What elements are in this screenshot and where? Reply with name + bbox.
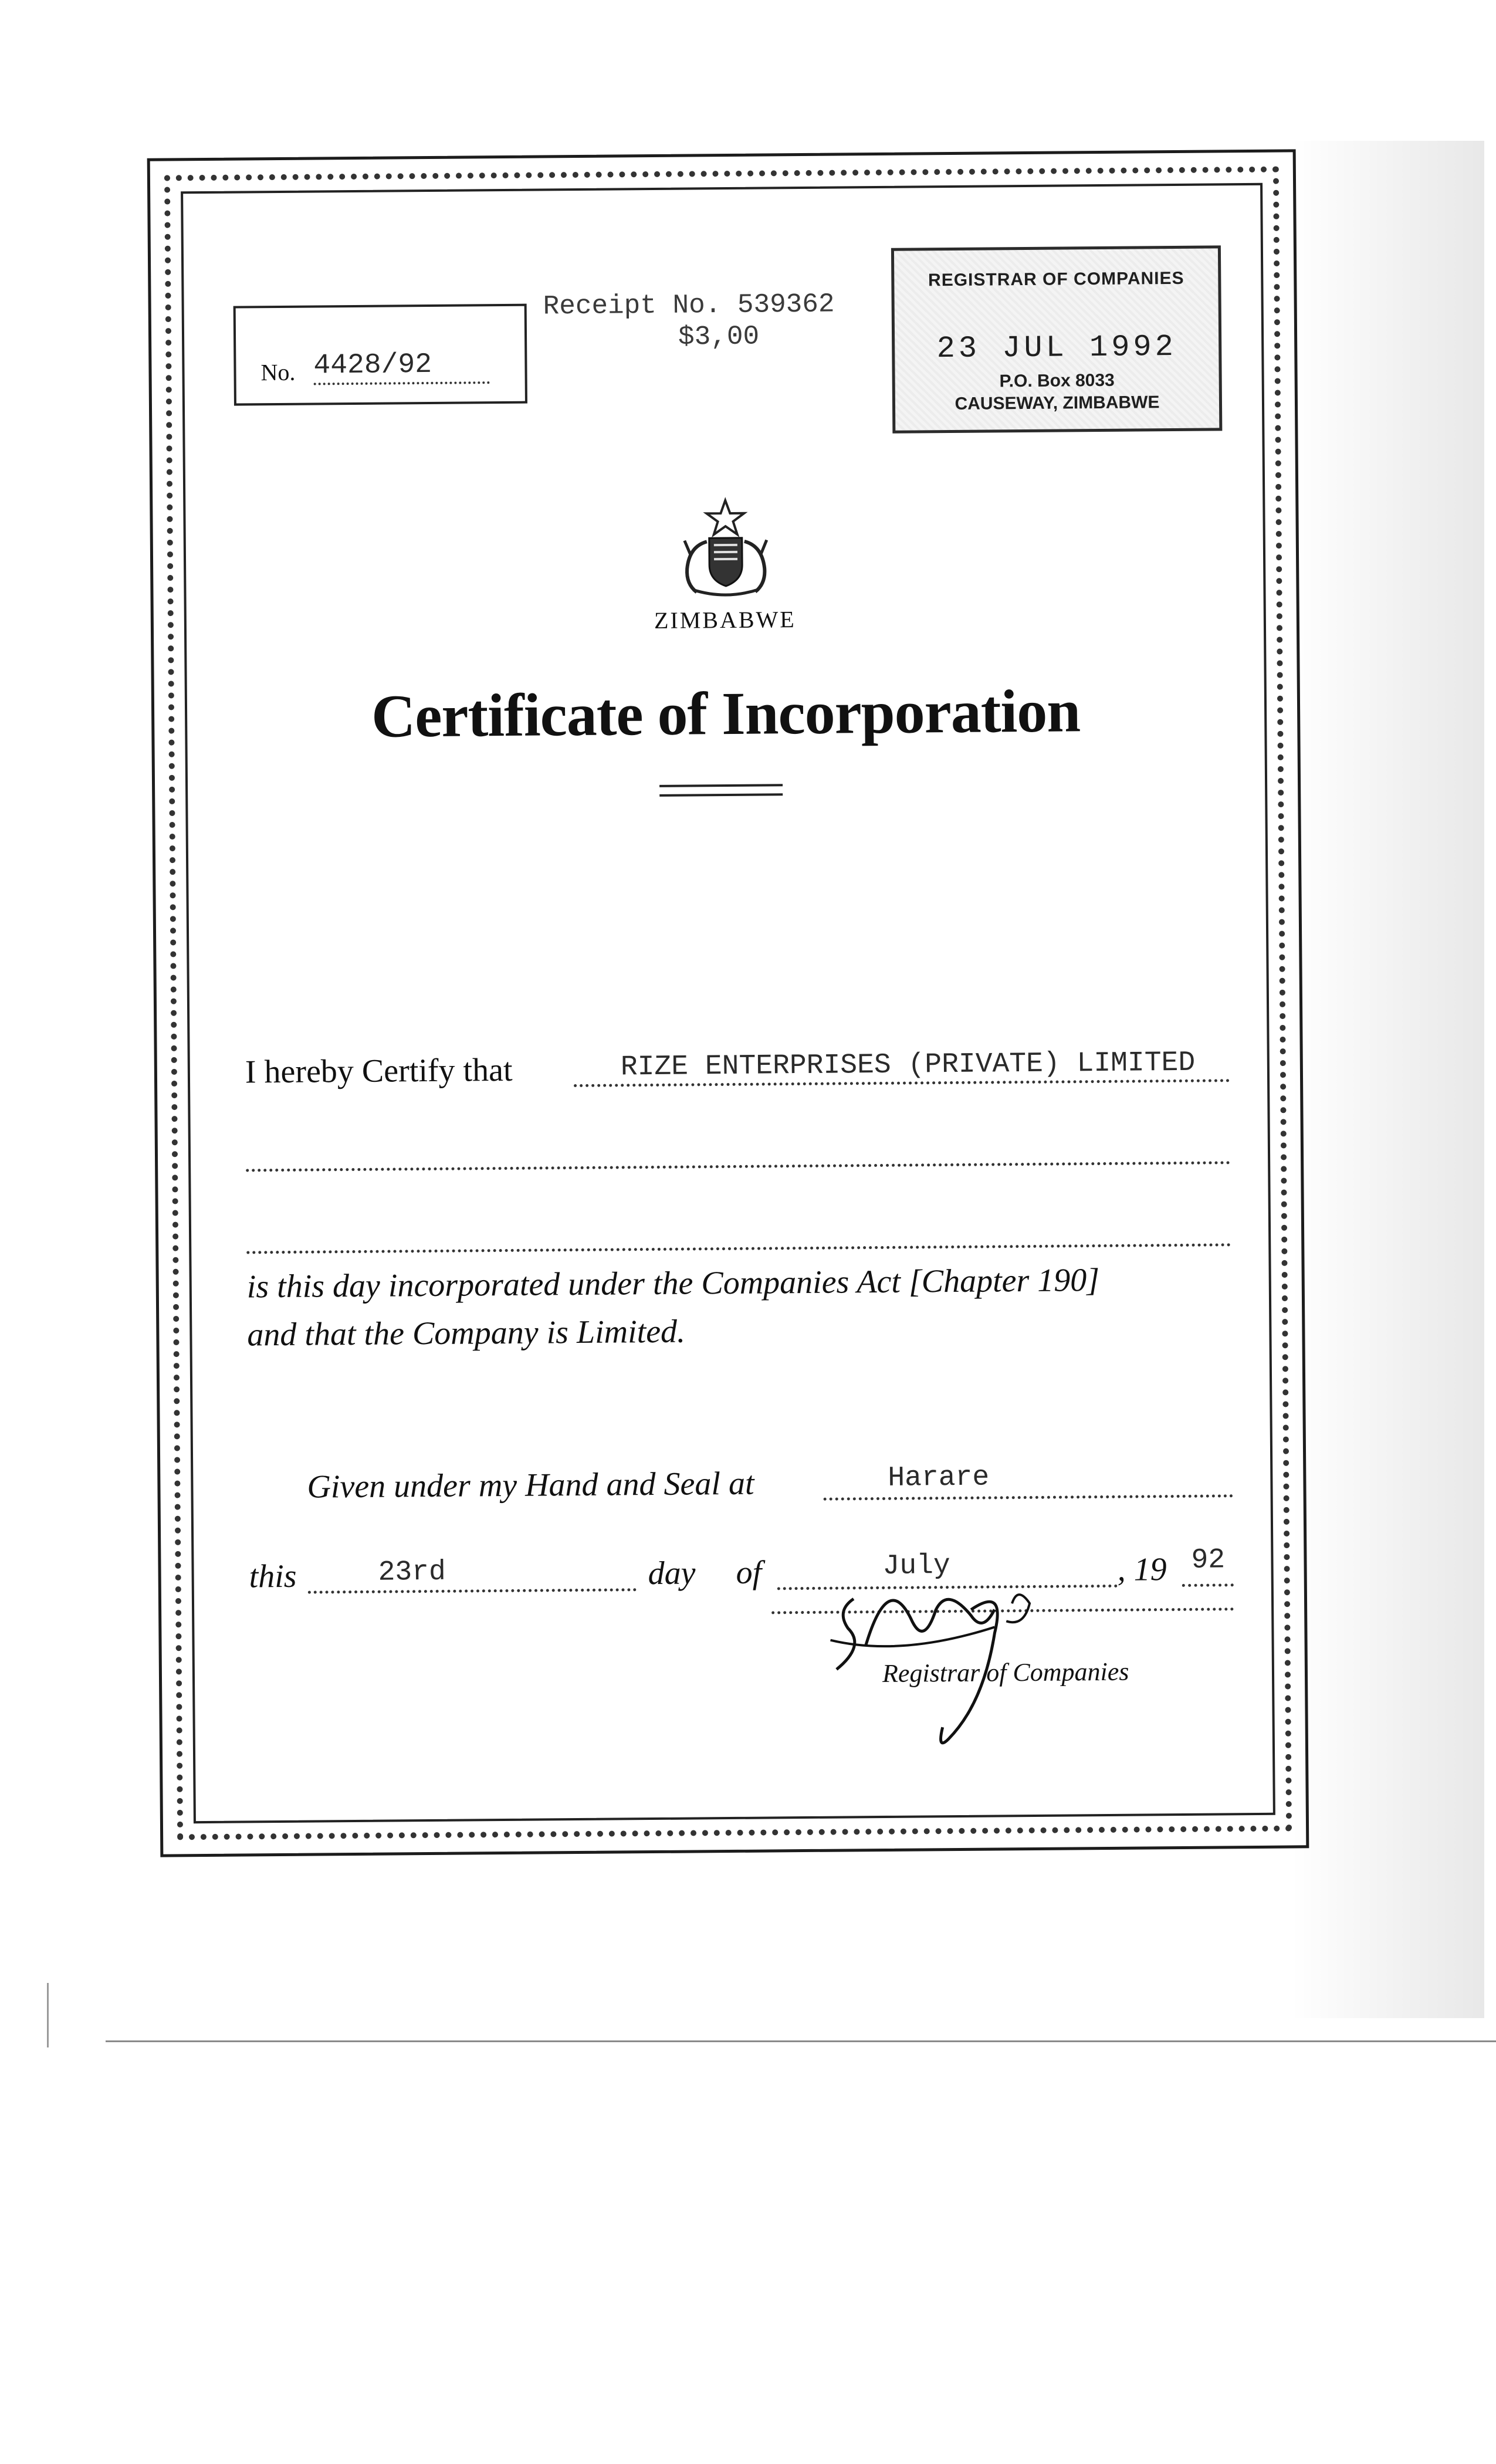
country-name: ZIMBABWE — [654, 606, 796, 634]
receipt-number: Receipt No. 539362 — [543, 289, 835, 322]
certificate-number-box — [233, 304, 527, 406]
signatory-title: Registrar of Companies — [882, 1657, 1129, 1688]
company-name: RIZE ENTERPRISES (PRIVATE) LIMITED — [620, 1047, 1196, 1084]
month: July — [882, 1550, 950, 1582]
stamp-title: REGISTRAR OF COMPANIES — [928, 268, 1184, 290]
of-label: of — [736, 1554, 762, 1591]
receipt-amount: $3,00 — [678, 321, 760, 353]
stamp-date: 23 JUL 1992 — [936, 329, 1177, 367]
blank-row — [246, 1209, 1231, 1257]
day-label: day — [648, 1555, 696, 1592]
certificate — [147, 149, 1309, 1857]
body-line: is this day incorporated under the Companies Act [Chapter 190] — [246, 1262, 1100, 1305]
place-row — [248, 1460, 1233, 1508]
dotted-line — [1182, 1583, 1234, 1587]
dotted-line — [308, 1588, 637, 1593]
dotted-line — [824, 1494, 1233, 1500]
scan-edge-line — [106, 2040, 1496, 2042]
scan-edge-mark — [47, 1983, 49, 2047]
certify-label: I hereby Certify that — [245, 1051, 513, 1091]
company-name-row — [245, 1044, 1230, 1093]
day: 23rd — [378, 1556, 446, 1589]
year-prefix: , 19 — [1117, 1551, 1167, 1588]
stamp-place: CAUSEWAY, ZIMBABWE — [955, 392, 1160, 414]
this-label: this — [249, 1558, 297, 1595]
certificate-number-label: No. — [260, 358, 296, 386]
scan-shadow — [1291, 141, 1484, 2018]
blank-row — [246, 1126, 1230, 1175]
page-title: Certificate of Incorporation — [371, 677, 1081, 750]
coat-of-arms-icon — [672, 495, 779, 601]
stamp-po-box: P.O. Box 8033 — [999, 370, 1115, 391]
registrar-stamp — [891, 245, 1222, 433]
body-line: and that the Company is Limited. — [247, 1313, 686, 1353]
receipt — [543, 289, 835, 354]
year: 92 — [1191, 1544, 1226, 1576]
place: Harare — [888, 1461, 990, 1494]
certificate-number: 4428/92 — [313, 348, 489, 385]
given-label: Given under my Hand and Seal at — [307, 1465, 754, 1505]
